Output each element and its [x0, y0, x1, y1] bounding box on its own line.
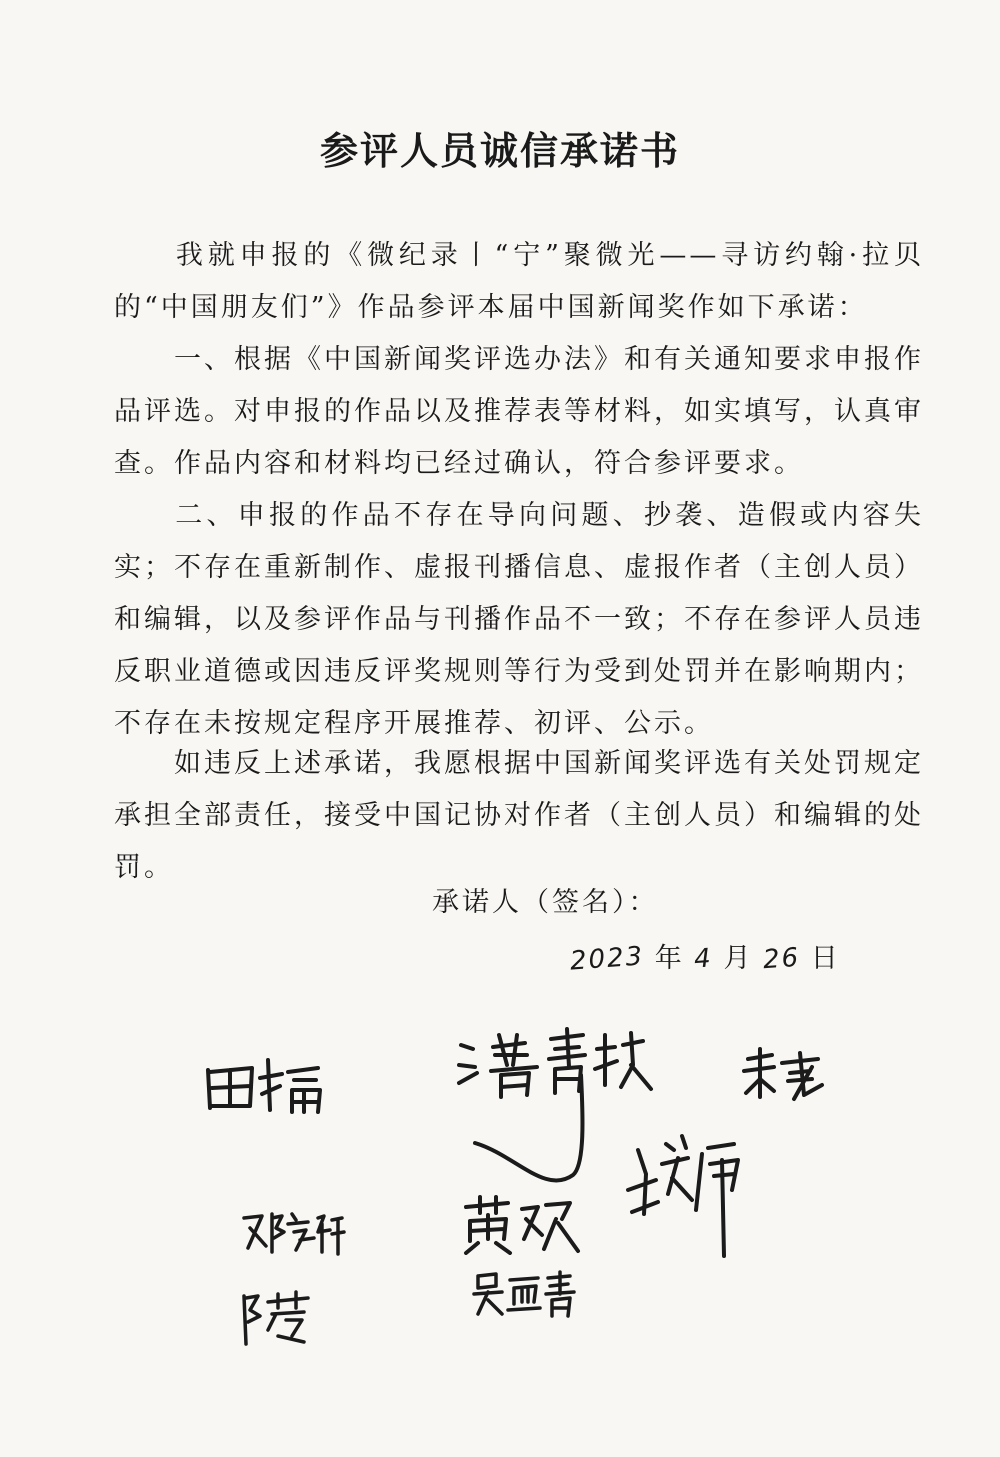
paragraph-liability	[114, 738, 924, 894]
paragraph-intro-text: 我就申报的《微纪录丨“宁”聚微光——寻访约翰·拉贝的“中国朋友们”》作品参评本届中国新闻奖作如下承诺：	[114, 240, 924, 323]
signature-3	[738, 1045, 828, 1105]
date-day-unit: 日	[810, 943, 840, 974]
paragraph-intro	[114, 230, 924, 334]
date-month: 4	[693, 943, 714, 975]
paragraph-liability-text: 如违反上述承诺，我愿根据中国新闻奖评选有关处罚规定承担全部责任，接受中国记协对作者（主创人员）和编辑的处罚。	[114, 748, 924, 883]
signature-5	[238, 1208, 348, 1258]
paragraph-clause-one	[114, 334, 924, 490]
date-year: 2023	[569, 941, 646, 977]
signature-date	[570, 936, 840, 975]
paragraph-clause-two-text: 二、申报的作品不存在导向问题、抄袭、造假或内容失实；不存在重新制作、虚报刊播信息、虚报作者（主创人员）和编辑，以及参评作品与刊播作品不一致；不存在参评人员违反职业道德或因违反评奖规则等行为受到处罚并在影响期内；不存在未按规定程序开展推荐、初评、公示。	[114, 500, 924, 739]
date-month-unit: 月	[723, 943, 753, 974]
signature-8	[470, 1270, 580, 1320]
signature-4	[622, 1130, 752, 1270]
signature-6	[458, 1195, 588, 1255]
document-title: 参评人员诚信承诺书	[319, 129, 680, 173]
signature-7	[238, 1290, 318, 1350]
paragraph-clause-two	[114, 490, 924, 750]
date-year-unit: 年	[654, 943, 684, 974]
paragraph-clause-one-text: 一、根据《中国新闻奖评选办法》和有关通知要求申报作品评选。对申报的作品以及推荐表等材料，如实填写，认真审查。作品内容和材料均已经过确认，符合参评要求。	[114, 344, 924, 479]
date-day: 26	[762, 942, 802, 976]
pledger-label: 承诺人（签名）：	[432, 887, 659, 918]
signature-1	[200, 1050, 340, 1120]
